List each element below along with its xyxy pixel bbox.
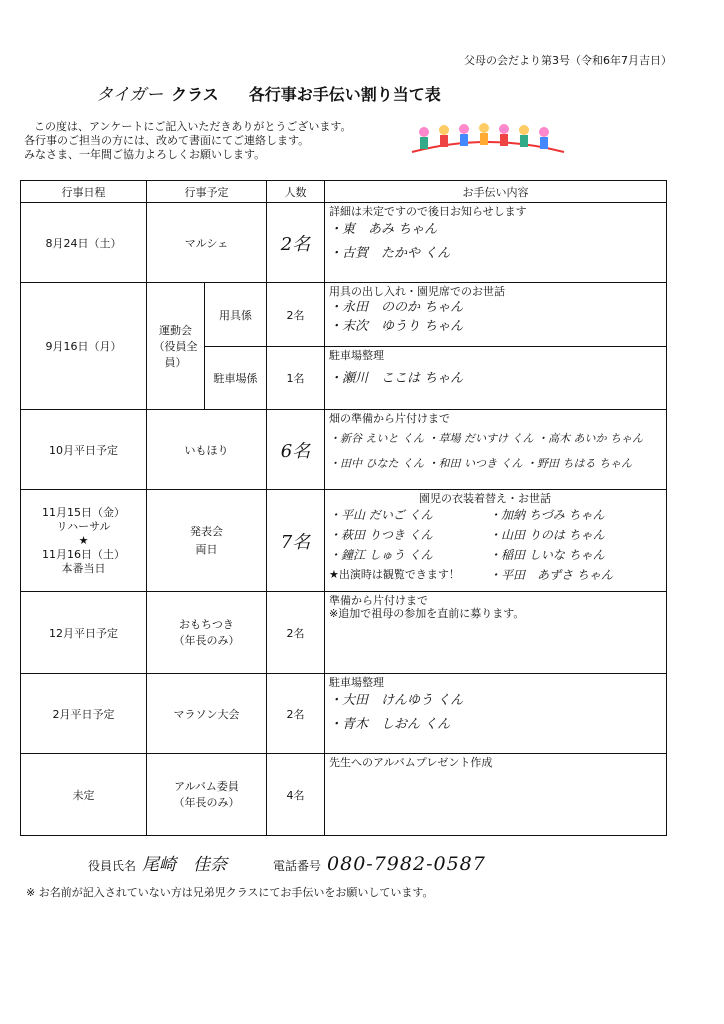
row-count: 2名 xyxy=(267,592,325,674)
helper-name: ・平田 あずさ ちゃん xyxy=(489,568,613,582)
helper-name: ・加納 ちづみ ちゃん xyxy=(489,508,605,522)
star-icon: ★ xyxy=(78,533,89,547)
row-event xyxy=(147,592,267,674)
intro-line: 各行事のご担当の方には、改めて書面にてご連絡します。 xyxy=(24,134,310,147)
row-count: 2名 xyxy=(267,203,325,283)
page-title xyxy=(96,80,441,105)
children-illustration-icon xyxy=(408,122,568,158)
event-name: おもちつき xyxy=(179,617,234,631)
table-header-row xyxy=(21,181,667,203)
officer-label: 役員氏名 xyxy=(88,859,137,873)
helper-name: ・青木 しおん くん xyxy=(329,717,451,732)
event-name: 発表会 xyxy=(190,524,223,538)
helper-name: ・末次 ゆうり ちゃん xyxy=(329,319,464,334)
helper-name: ・稲田 しいな ちゃん xyxy=(489,548,605,562)
row-event: マラソン大会 xyxy=(147,674,267,754)
intro-text xyxy=(24,120,351,162)
table-row xyxy=(21,203,667,283)
header-count: 人数 xyxy=(267,181,325,203)
event-name: 運動会 xyxy=(159,324,192,337)
title-main: 各行事お手伝い割り当て表 xyxy=(248,85,441,104)
helper-name: ・瀬川 ここは ちゃん xyxy=(329,371,464,386)
row-date: 9月16日（月） xyxy=(21,283,147,410)
helper-name: ・高木 あいか ちゃん xyxy=(537,432,643,445)
row-content xyxy=(325,490,667,592)
event-name: アルバム委員 xyxy=(174,779,239,793)
intro-line: みなさま、一年間ご協力よろしくお願いします。 xyxy=(24,148,266,161)
table-row xyxy=(21,410,667,490)
phone-number: 080-7982-0587 xyxy=(327,853,486,875)
helper-name: ・大田 けんゆう くん xyxy=(329,693,464,708)
event-sub: 両日 xyxy=(195,542,218,556)
row-date xyxy=(21,490,147,592)
row-date: 2月平日予定 xyxy=(21,674,147,754)
row-event xyxy=(147,490,267,592)
helper-name: ・野田 ちはる ちゃん xyxy=(526,457,632,470)
officer-name: 尾崎 佳奈 xyxy=(142,855,228,875)
table-row xyxy=(21,283,667,347)
class-name-handwritten: タイガー xyxy=(96,85,164,105)
sub-role: 用具係 xyxy=(205,283,267,347)
table-row xyxy=(21,592,667,674)
helper-name: ・東 あみ ちゃん xyxy=(329,222,438,237)
table-row xyxy=(21,490,667,592)
row-event xyxy=(147,283,205,410)
header-content: お手伝い内容 xyxy=(325,181,667,203)
assignment-table xyxy=(20,180,667,836)
helper-name: ・鐘江 しゅう くん xyxy=(329,548,433,562)
newsletter-header: 父母の会だより第3号（令和6年7月吉日） xyxy=(464,54,672,67)
content-note: 準備から片付けまで xyxy=(329,594,428,607)
helper-name: ・和田 いつき くん xyxy=(427,457,523,470)
date-line: 11月15日（金） xyxy=(42,505,125,519)
row-content xyxy=(325,203,667,283)
event-sub: （年長のみ） xyxy=(173,795,240,809)
helper-name: ・山田 りのは ちゃん xyxy=(489,528,605,542)
content-note: 先生へのアルバムプレゼント作成 xyxy=(329,756,493,769)
officer-info xyxy=(88,850,486,875)
row-content xyxy=(325,674,667,754)
row-event xyxy=(147,754,267,836)
class-label: クラス xyxy=(171,85,219,104)
row-count: 4名 xyxy=(267,754,325,836)
row-date: 未定 xyxy=(21,754,147,836)
helper-name: ・新谷 えいと くん xyxy=(329,432,424,445)
header-event: 行事予定 xyxy=(147,181,267,203)
row-event: いもほり xyxy=(147,410,267,490)
content-note: 用具の出し入れ・園児席でのお世話 xyxy=(329,285,505,298)
row-content xyxy=(325,347,667,410)
header-date: 行事日程 xyxy=(21,181,147,203)
table-row xyxy=(21,674,667,754)
row-event: マルシェ xyxy=(147,203,267,283)
helper-name: ・草場 だいすけ くん xyxy=(427,432,534,445)
row-content xyxy=(325,754,667,836)
table-row xyxy=(21,754,667,836)
row-count: 7名 xyxy=(267,490,325,592)
event-sub: （役員全員） xyxy=(153,340,198,369)
row-content xyxy=(325,283,667,347)
date-line: 11月16日（土） xyxy=(42,547,125,561)
intro-line: この度は、アンケートにご記入いただきありがとうございます。 xyxy=(34,120,352,133)
content-note: 詳細は未定ですので後日お知らせします xyxy=(329,205,527,218)
date-line: 本番当日 xyxy=(61,561,106,575)
content-note: ※追加で祖母の参加を直前に募ります。 xyxy=(329,607,525,620)
row-date: 8月24日（土） xyxy=(21,203,147,283)
viewing-note: ★出演時は観覧できます！ xyxy=(329,568,460,581)
content-note: 園児の衣装着替え・お世話 xyxy=(419,492,551,505)
phone-label: 電話番号 xyxy=(273,859,322,873)
helper-name: ・萩田 りつき くん xyxy=(329,528,433,542)
helper-name: ・田中 ひなた くん xyxy=(329,457,424,470)
row-date: 10月平日予定 xyxy=(21,410,147,490)
helper-name: ・平山 だいご くん xyxy=(329,508,433,522)
row-content xyxy=(325,592,667,674)
content-note: 駐車場整理 xyxy=(329,349,384,362)
row-date: 12月平日予定 xyxy=(21,592,147,674)
row-content xyxy=(325,410,667,490)
event-sub: （年長のみ） xyxy=(173,633,240,647)
date-line: リハーサル xyxy=(56,519,111,533)
row-count: 1名 xyxy=(267,347,325,410)
content-note: 駐車場整理 xyxy=(329,676,384,689)
sub-role: 駐車場係 xyxy=(205,347,267,410)
footer-note: ※ お名前が記入されていない方は兄弟児クラスにてお手伝いをお願いしています。 xyxy=(26,886,434,899)
helper-name: ・古賀 たかや くん xyxy=(329,246,451,261)
helper-name: ・永田 ののか ちゃん xyxy=(329,300,464,315)
content-note: 畑の準備から片付けまで xyxy=(329,412,450,425)
row-count: 2名 xyxy=(267,283,325,347)
row-count: 2名 xyxy=(267,674,325,754)
row-count: 6名 xyxy=(267,410,325,490)
